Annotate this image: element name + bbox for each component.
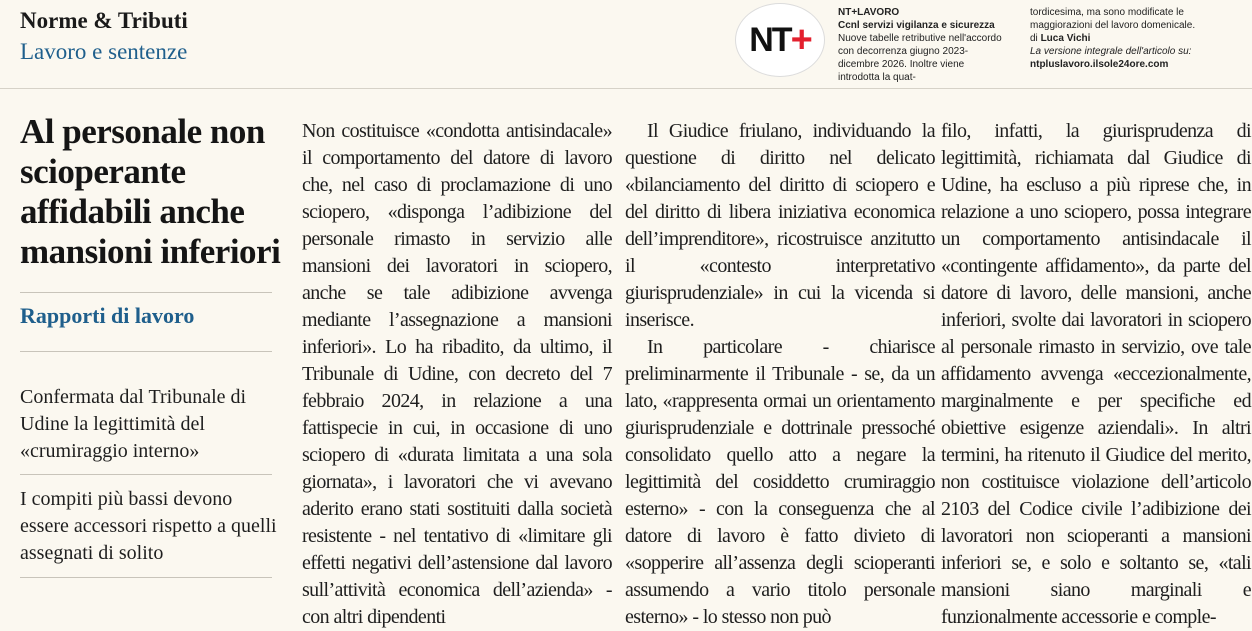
header-divider — [0, 88, 1252, 89]
section-name: Norme & Tributi — [20, 8, 188, 33]
divider — [20, 577, 272, 578]
headline: Al personale non scioperante affidabili anche mansioni inferiori — [20, 112, 281, 271]
divider — [20, 474, 272, 475]
paragraph: filo, infatti, la giurisprudenza di legittimità, richiamata dal Giudice di Udine, ha escluso a più riprese che, in relazione a uno sciopero, possa integrare un comportamento antisindacale il «contingente affidamento», da parte del datore di lavoro, delle mansioni, anche inferiori, svolte dai lavoratori in sciopero al personale rimasto in servizio, ove tale affidamento avvenga «eccezionalmente, marginalmente e per specifiche ed obiettive esigenze aziendali». In altri termini, ha ritenuto il Giudice del merito, non costituisce violazione dell’articolo 2103 del Codice civile l’adibizione dei lavoratori non scioperanti a mansioni inferiori se, e solo e soltanto se, «tali mansioni siano marginali e funzionalmente accessorie e comple- — [941, 120, 1251, 628]
logo-nt: NT — [749, 20, 791, 59]
divider — [20, 292, 272, 293]
divider — [20, 351, 272, 352]
article-column-1 — [302, 118, 612, 631]
promo-title: Ccnl servizi vigilanza e sicurezza — [838, 20, 995, 31]
promo-url[interactable]: ntpluslavoro.ilsole24ore.com — [1030, 59, 1169, 70]
summary-bullet: I compiti più bassi devono essere accessori rispetto a quelli assegnati di solito — [20, 488, 277, 564]
promo-author: Luca Vichi — [1040, 33, 1091, 44]
byline-prefix: di — [1030, 33, 1038, 44]
promo-byline — [1030, 32, 1240, 45]
promo-full-version: La versione integrale dell'articolo su: — [1030, 46, 1192, 57]
article-column-2 — [625, 118, 935, 631]
paragraph: In particolare - chiarisce preliminarmente il Tribunale - se, da un lato, «rappresenta ormai un orientamento giurisprudenziale e dottrinale pressoché consolidato quello atto a negare la legittimità del cosiddetto crumiraggio esterno» - con la conseguenza che al datore di lavoro è fatto divieto di «sopperire all’assenza degli scioperanti assumendo a vario titolo personale esterno» - lo stesso non può — [625, 336, 935, 628]
section-subtitle: Lavoro e sentenze — [20, 39, 188, 64]
promo-body-cont: tordicesima, ma sono modificate le maggiorazioni del lavoro domenicale. — [1030, 7, 1196, 31]
promo-column-1 — [838, 6, 1006, 84]
promo-body: Nuove tabelle retributive nell'accordo con decorrenza giugno 2023-dicembre 2026. Inoltre viene introdotta la quat- — [838, 33, 1002, 83]
kicker: Rapporti di lavoro — [20, 303, 195, 328]
nt-plus-logo — [735, 3, 825, 77]
paragraph: Il Giudice friulano, individuando la questione di diritto nel delicato «bilanciamento del diritto di sciopero e del diritto di libera iniziativa economica dell’imprenditore», ricostruisce anzitutto il «contesto interpretativo giurisprudenziale» in cui la vicenda si inserisce. — [625, 120, 935, 331]
article-column-3 — [941, 118, 1251, 631]
promo-label: NT+LAVORO — [838, 7, 900, 18]
summary-bullet: Confermata dal Tribunale di Udine la legittimità del «crumiraggio interno» — [20, 386, 247, 462]
logo-plus-icon: + — [790, 18, 811, 61]
promo-column-2 — [1030, 6, 1240, 71]
paragraph: Non costituisce «condotta antisindacale» il comportamento del datore di lavoro che, nel caso di proclamazione di uno sciopero, «disponga l’adibizione del personale rimasto in servizio alle mansioni dei lavoratori in sciopero, anche se tale adibizione avvenga mediante l’assegnazione a mansioni inferiori». Lo ha ribadito, da ultimo, il Tribunale di Udine, con decreto del 7 febbraio 2024, in relazione a una fattispecie in cui, in occasione di uno sciopero di «durata limitata a una sola giornata», i lavoratori che vi avevano aderito erano stati sostituiti dalla società resistente - nel tentativo di «limitare gli effetti negativi dell’astensione dal lavoro sull’attività economica dell’azienda» - con altri dipendenti — [302, 120, 612, 628]
